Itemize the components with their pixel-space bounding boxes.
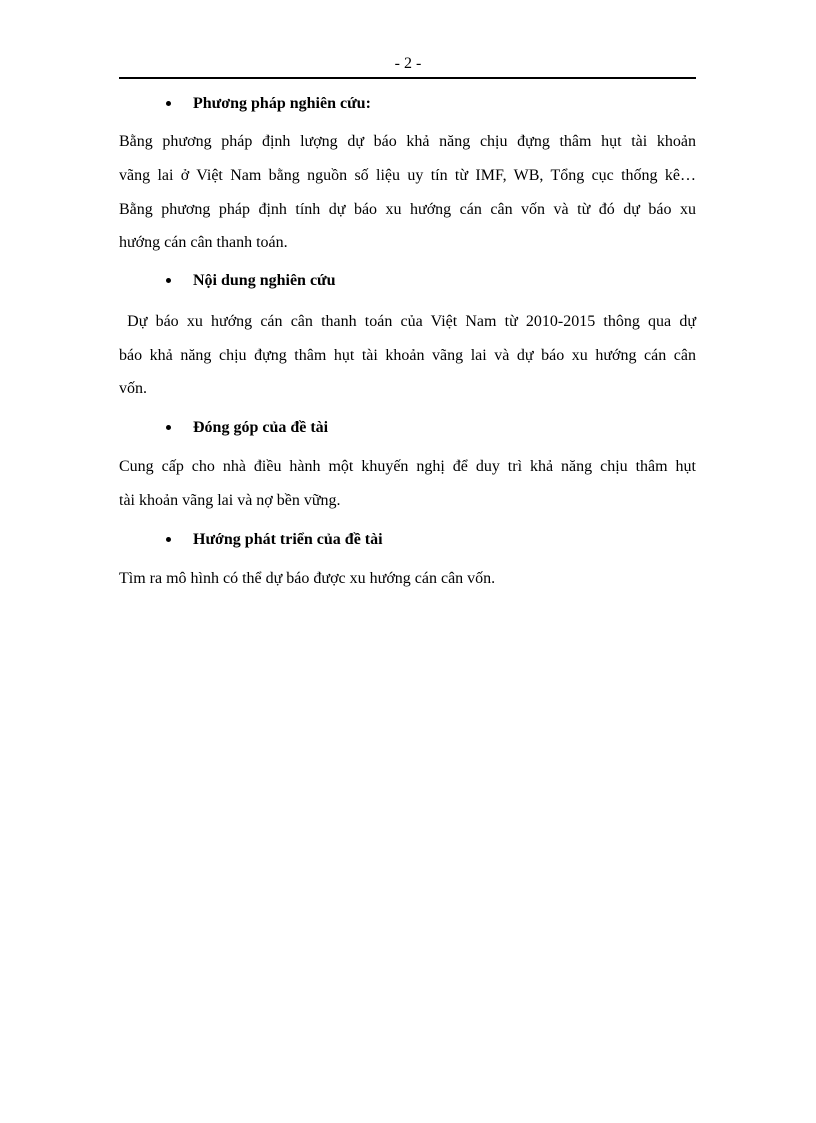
paragraph-line: hướng cán cân thanh toán. [119, 234, 288, 251]
bullet-icon [166, 101, 171, 106]
header-rule [119, 77, 696, 79]
heading-text: Đóng góp của đề tài [193, 419, 329, 436]
paragraph-line: Cung cấp cho nhà điều hành một khuyến nghị để duy trì khả năng chịu thâm hụt [119, 458, 696, 475]
heading-text: Nội dung nghiên cứu [193, 272, 336, 289]
heading-text: Phương pháp nghiên cứu: [193, 95, 371, 112]
paragraph-line: Tìm ra mô hình có thể dự báo được xu hướng cán cân vốn. [119, 570, 496, 587]
section-heading-methods [166, 93, 371, 115]
section-heading-contribution [166, 417, 328, 439]
page-number: - 2 - [394, 55, 422, 72]
paragraph-line: Bằng phương pháp định tính dự báo xu hướng cán cân vốn và từ đó dự báo xu [119, 201, 696, 218]
paragraph-line: báo khả năng chịu đựng thâm hụt tài khoản vãng lai và dự báo xu hướng cán cân [119, 347, 696, 364]
paragraph-line: vốn. [119, 380, 147, 397]
bullet-icon [166, 537, 171, 542]
paragraph-line: Bằng phương pháp định lượng dự báo khả năng chịu đựng thâm hụt tài khoản [119, 133, 696, 150]
bullet-icon [166, 278, 171, 283]
section-heading-future-work [166, 529, 383, 551]
section-heading-content [166, 270, 336, 292]
paragraph-line: tài khoản vãng lai và nợ bền vững. [119, 492, 341, 509]
heading-text: Hướng phát triển của đề tài [193, 531, 383, 548]
bullet-icon [166, 425, 171, 430]
paragraph-line: Dự báo xu hướng cán cân thanh toán của Việt Nam từ 2010-2015 thông qua dự [119, 313, 696, 330]
paragraph-line: vãng lai ở Việt Nam bằng nguồn số liệu uy tín từ IMF, WB, Tổng cục thống kê… [119, 167, 696, 184]
